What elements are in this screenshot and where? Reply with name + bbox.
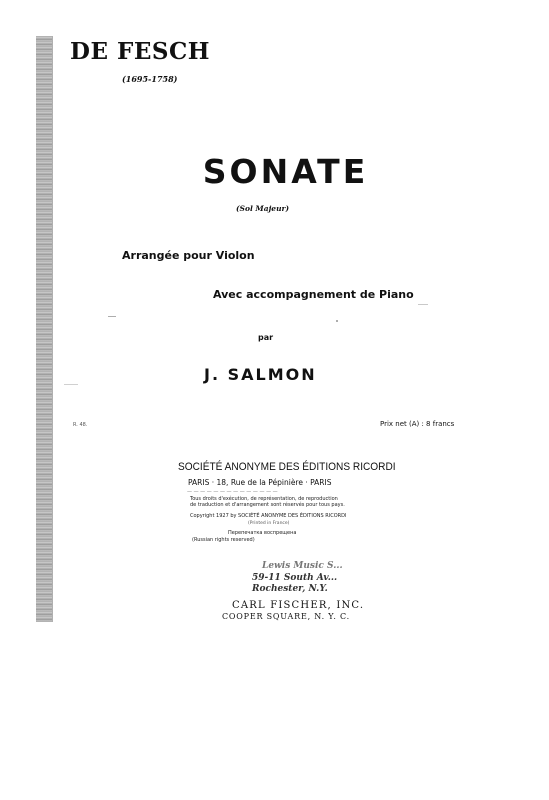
work-title: SONATE <box>202 152 369 191</box>
arrangement-line-2: Avec accompagnement de Piano <box>213 288 414 301</box>
by-label: par <box>258 333 274 342</box>
stamp-line-1: Lewis Music S... <box>262 561 343 571</box>
publisher-name: SOCIÉTÉ ANONYME DES ÉDITIONS RICORDI <box>178 461 396 473</box>
scan-speck <box>336 320 338 322</box>
arranger-name: J. SALMON <box>204 365 317 384</box>
publisher-rule: — — — — — — — — — — — — — — <box>187 489 278 495</box>
arrangement-line-1: Arrangée pour Violon <box>122 249 255 262</box>
scan-speck <box>418 304 428 305</box>
scan-speck <box>64 384 78 385</box>
stamp-line-2: 59-11 South Av... <box>252 573 338 583</box>
dealer-name: CARL FISCHER, INC. <box>232 600 365 611</box>
catalog-number: R. 48. <box>73 422 88 428</box>
publisher-address: PARIS · 18, Rue de la Pépinière · PARIS <box>188 478 332 487</box>
price-label: Prix net (A) : 8 francs <box>380 420 455 428</box>
russian-line-2: (Russian rights reserved) <box>192 537 255 543</box>
binding-edge <box>52 36 53 622</box>
scan-speck <box>108 316 116 317</box>
copyright-line: Copyright 1927 by SOCIÉTÉ ANONYME DES ÉDITIONS RICORDI <box>190 513 347 519</box>
printed-in-line: (Printed in France) <box>248 521 290 526</box>
binding-margin <box>36 36 52 622</box>
russian-line-1: Перепечатка воспрещена <box>228 530 297 536</box>
rights-line-2: de traduction et d'arrangement sont réservés pour tous pays. <box>190 502 345 508</box>
dealer-address: COOPER SQUARE, N. Y. C. <box>222 612 350 621</box>
stamp-line-3: Rochester, N.Y. <box>252 584 328 594</box>
composer-dates: (1695-1758) <box>122 74 178 84</box>
composer-name: DE FESCH <box>70 38 210 65</box>
rights-line-1: Tous droits d'exécution, de représentation, de reproduction <box>190 496 338 502</box>
work-key: (Sol Majeur) <box>236 204 290 213</box>
